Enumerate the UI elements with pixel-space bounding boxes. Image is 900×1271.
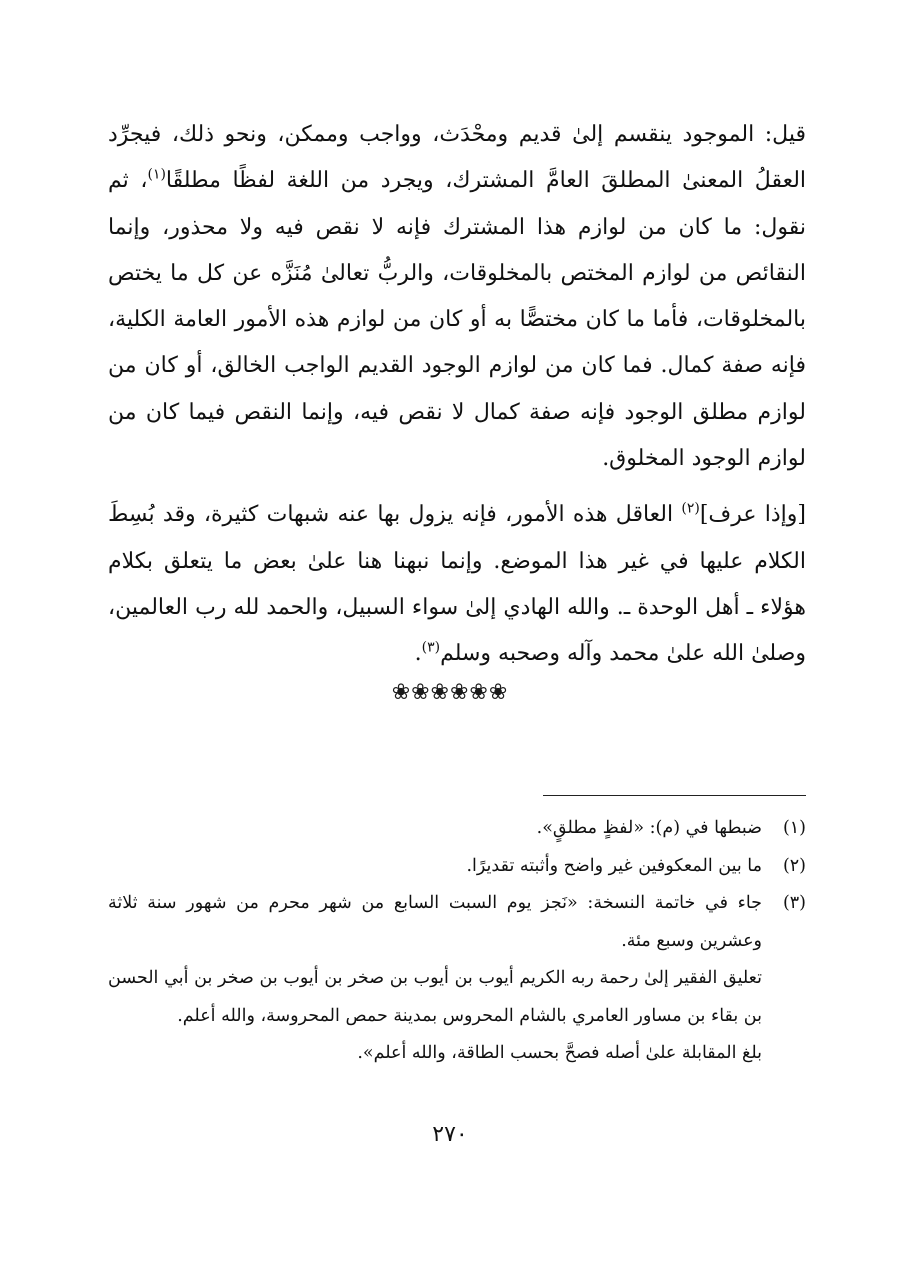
footnote-2: [108, 848, 806, 886]
footnote-reference-3: (٣): [421, 639, 441, 656]
footnote-number: (٢): [782, 855, 806, 876]
footnote-separator: [543, 795, 806, 796]
main-text: [108, 112, 806, 678]
footnote-body: [108, 885, 762, 1073]
footnotes: [108, 810, 806, 1073]
footnote-3: [108, 885, 806, 1073]
footnote-body: [108, 848, 762, 886]
section-end-ornament: ❀❀❀❀❀❀: [391, 680, 509, 705]
paragraph-2-text-b: العاقل هذه الأمور، فإنه يزول بها عنه شبهات كثيرة، وقد بُسِطَ الكلام عليها في غير هذا الموضع. وإنما نبهنا هنا علىٰ بعض ما يتعلق بكلام هؤلاء ـ أهل الوحدة ـ. والله الهادي إلىٰ سواء السبيل، والحمد لله رب العالمين، وصلىٰ الله علىٰ محمد وآله وصحبه وسلم: [108, 502, 806, 667]
footnote-number: (١): [782, 818, 806, 838]
footnote-line: جاء في خاتمة النسخة: «نَجز يوم السبت السابع من شهر محرم من شهور سنة ثلاثة وعشرين وسبع مئة.: [108, 893, 762, 951]
paragraph-1: [108, 112, 806, 482]
footnote-body: [108, 810, 762, 848]
paragraph-1-text-a: قيل: الموجود ينقسم إلىٰ قديم ومحْدَث، وواجب وممكن، ونحو ذلك، فيجرِّد العقلُ المعنىٰ المطلقَ العامَّ المشترك، ويجرد من اللغة لفظًا مطلقًا: [108, 122, 807, 194]
footnote-reference-2: (٢): [681, 501, 700, 518]
footnote-1: [108, 810, 806, 848]
footnote-line: ضبطها في (م): «لفظٍ مطلقٍ».: [536, 818, 762, 838]
footnote-reference-1: (١): [147, 166, 166, 183]
footnote-line: ما بين المعكوفين غير واضح وأثبته تقديرًا.: [466, 855, 762, 876]
footnote-line: تعليق الفقير إلىٰ رحمة ربه الكريم أيوب بن أيوب بن صخر بن أيوب بن صخر بن أبي الحسن بن بقاء بن مساور العامري بالشام المحروس بمدينة حمص المحروسة، والله أعلم.: [108, 968, 762, 1026]
footnote-number: (٣): [782, 893, 806, 913]
paragraph-2-text-end: .: [414, 641, 422, 667]
page-number: ٢٧٠: [432, 1122, 468, 1147]
paragraph-1-text-b: ، ثم نقول: ما كان من لوازم هذا المشترك فإنه لا نقص فيه ولا محذور، وإنما النقائص من لوازم المختص بالمخلوقات، والربُّ تعالىٰ مُنَزَّه عن كل ما يختص بالمخلوقات، فأما ما كان مختصًّا به أو كان من لوازم هذه الأمور العامة الكلية، فإنه صفة كمال. فما كان من لوازم الوجود القديم الواجب الخالق، أو كان من لوازم مطلق الوجود فإنه صفة كمال لا نقص فيه، وإنما النقص فيما كان من لوازم الوجود المخلوق.: [108, 168, 806, 472]
paragraph-2: [108, 492, 806, 677]
paragraph-2-text-a: [وإذا عرف]: [699, 502, 806, 528]
footnote-line: بلغ المقابلة علىٰ أصله فصحَّ بحسب الطاقة، والله أعلم».: [357, 1043, 762, 1063]
